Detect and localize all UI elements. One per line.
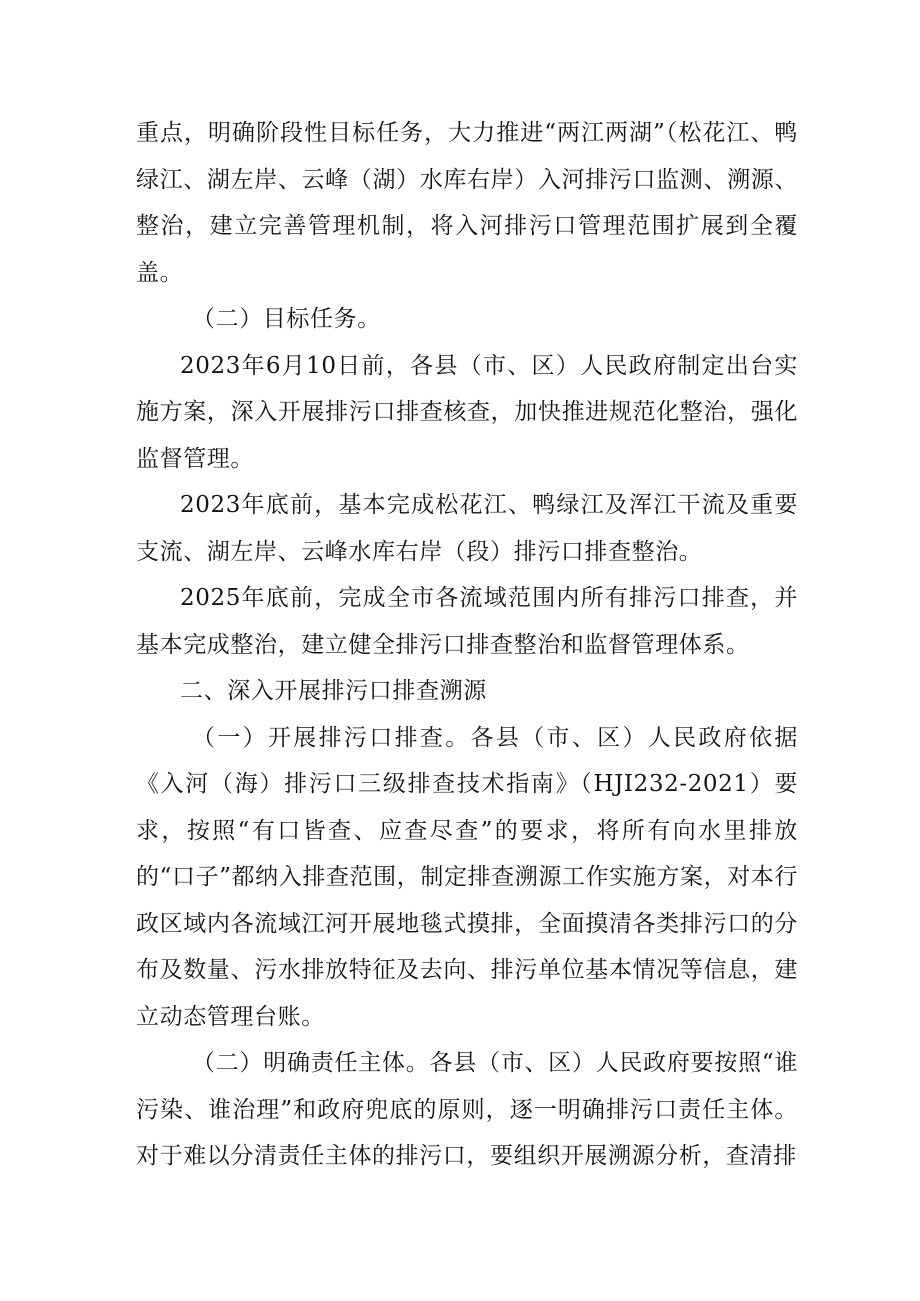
paragraph-responsibility: （二）明确责任主体。各县（市、区）人民政府要按照“谁污染、谁治理”和政府兜底的原则，逐一明确排污口责任主体。对于难以分清责任主体的排污口，要组织开展溯源分析，查清排 (136, 1050, 798, 1169)
paragraph-2023-end: 2023年底前，基本完成松花江、鸭绿江及浑江干流及重要支流、湖左岸、云峰水库右岸（段）排污口排查整治。 (136, 492, 798, 565)
subheading-target-tasks: （二）目标任务。 (192, 306, 381, 332)
document-body (136, 110, 798, 1180)
paragraph-continuation: 重点，明确阶段性目标任务，大力推进“两江两湖”（松花江、鸭绿江、湖左岸、云峰（湖）水库右岸）入河排污口监测、溯源、整治，建立完善管理机制，将入河排污口管理范围扩展到全覆盖。 (136, 120, 798, 286)
paragraph-survey-outlets: （一）开展排污口排查。各县（市、区）人民政府依据《入河（海）排污口三级排查技术指南》（HJI232-2021）要求，按照“有口皆查、应查尽查”的要求，将所有向水里排放的“口子”都纳入排查范围，制定排查溯源工作实施方案，对本行政区域内各流域江河开展地毯式摸排，全面摸清各类排污口的分布及数量、污水排放特征及去向、排污单位基本情况等信息，建立动态管理台账。 (136, 724, 798, 1030)
paragraph-2023-june: 2023年6月10日前，各县（市、区）人民政府制定出台实施方案，深入开展排污口排查核查，加快推进规范化整治，强化监督管理。 (136, 352, 798, 472)
paragraph-2025-end: 2025年底前，完成全市各流域范围内所有排污口排查，并基本完成整治，建立健全排污口排查整治和监督管理体系。 (136, 585, 798, 658)
section-heading-2: 二、深入开展排污口排查溯源 (180, 678, 487, 704)
